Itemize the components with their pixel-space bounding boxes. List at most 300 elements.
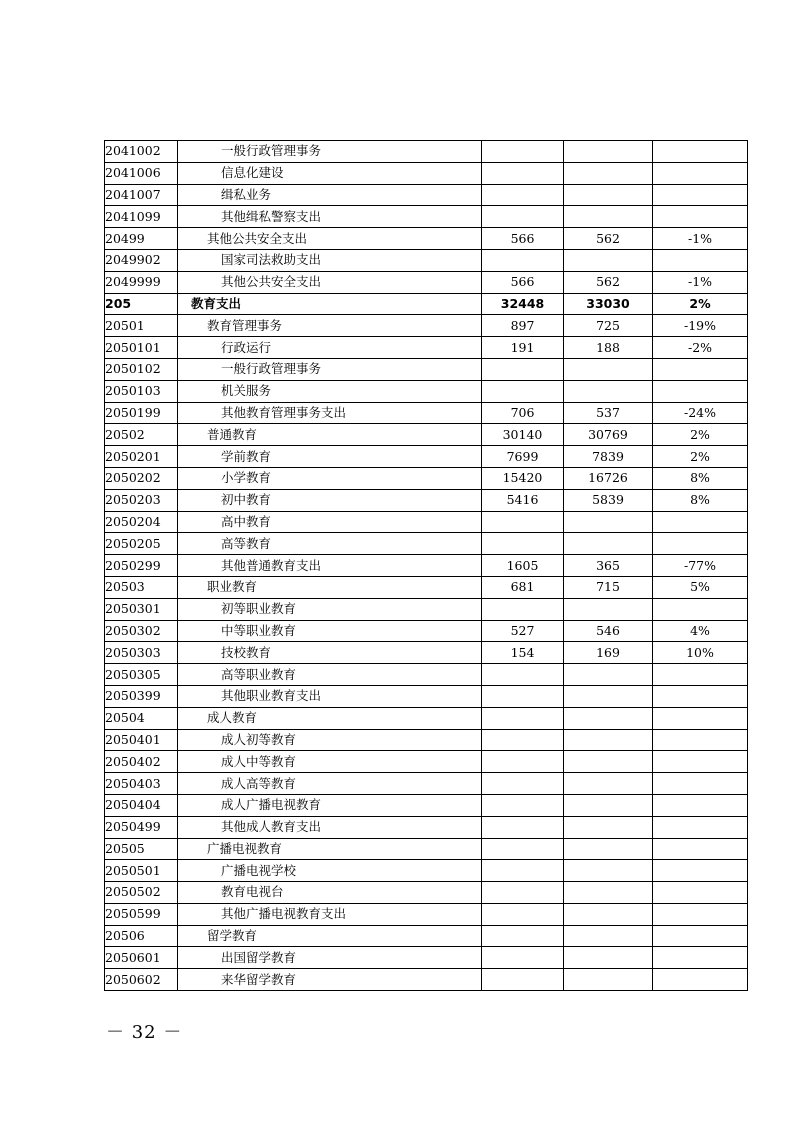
row-code-cell xyxy=(105,141,178,163)
row-code-text: 2050205 xyxy=(105,535,161,551)
row-change-cell xyxy=(653,533,748,555)
row-value-1-text: 897 xyxy=(510,317,535,333)
table-row xyxy=(105,598,748,620)
row-value-1-cell xyxy=(482,206,564,228)
row-code-cell xyxy=(105,228,178,250)
row-value-2-cell xyxy=(564,664,653,686)
row-name-text: 成人教育 xyxy=(207,710,258,726)
row-code-cell xyxy=(105,162,178,184)
row-code-text: 2050599 xyxy=(105,906,161,922)
row-value-2-cell xyxy=(564,794,653,816)
row-name-text: 技校教育 xyxy=(221,644,272,660)
row-name-text: 高等职业教育 xyxy=(221,666,297,682)
row-value-2-cell xyxy=(564,773,653,795)
row-code-text: 20501 xyxy=(105,317,145,333)
row-value-1-cell xyxy=(482,729,564,751)
row-name-cell xyxy=(178,489,482,511)
row-code-text: 20504 xyxy=(105,710,145,726)
row-value-2-text: 562 xyxy=(596,274,620,290)
row-name-cell xyxy=(178,947,482,969)
row-name-cell xyxy=(178,969,482,991)
row-change-cell xyxy=(653,576,748,598)
row-value-1-cell xyxy=(482,293,564,315)
row-value-1-cell xyxy=(482,598,564,620)
row-name-cell xyxy=(178,598,482,620)
row-value-2-text: 365 xyxy=(596,557,620,573)
row-value-1-cell xyxy=(482,424,564,446)
row-name-text: 成人广播电视教育 xyxy=(221,797,322,813)
row-code-cell xyxy=(105,816,178,838)
row-name-cell xyxy=(178,685,482,707)
row-code-cell xyxy=(105,838,178,860)
row-name-cell xyxy=(178,925,482,947)
row-change-text: 2% xyxy=(690,448,710,464)
row-value-2-cell xyxy=(564,555,653,577)
row-name-text: 成人中等教育 xyxy=(221,753,297,769)
row-value-1-cell xyxy=(482,467,564,489)
table-row xyxy=(105,489,748,511)
row-value-1-cell xyxy=(482,620,564,642)
row-change-text: -2% xyxy=(687,339,713,355)
row-name-cell xyxy=(178,620,482,642)
table-row xyxy=(105,162,748,184)
row-code-cell xyxy=(105,489,178,511)
row-change-cell xyxy=(653,598,748,620)
row-change-cell xyxy=(653,794,748,816)
table-row xyxy=(105,337,748,359)
row-name-text: 广播电视学校 xyxy=(221,862,297,878)
row-name-text: 小学教育 xyxy=(221,470,272,486)
row-value-2-cell xyxy=(564,620,653,642)
row-change-text: -1% xyxy=(687,274,713,290)
row-value-2-text: 5839 xyxy=(592,492,624,508)
row-name-cell xyxy=(178,380,482,402)
row-value-2-cell xyxy=(564,249,653,271)
table-row xyxy=(105,860,748,882)
row-change-text: 2% xyxy=(689,295,711,311)
row-name-text: 机关服务 xyxy=(221,383,272,399)
row-change-text: -24% xyxy=(683,404,716,420)
row-code-cell xyxy=(105,751,178,773)
row-name-cell xyxy=(178,707,482,729)
row-code-cell xyxy=(105,707,178,729)
row-value-2-text: 715 xyxy=(596,579,620,595)
row-code-text: 2049999 xyxy=(105,274,161,290)
row-name-text: 初中教育 xyxy=(221,492,272,508)
row-value-1-cell xyxy=(482,271,564,293)
row-value-1-cell xyxy=(482,882,564,904)
row-name-cell xyxy=(178,816,482,838)
row-change-cell xyxy=(653,773,748,795)
table-row xyxy=(105,293,748,315)
table-row xyxy=(105,358,748,380)
row-value-2-cell xyxy=(564,576,653,598)
row-value-2-text: 546 xyxy=(596,622,620,638)
row-name-cell xyxy=(178,162,482,184)
row-value-2-cell xyxy=(564,162,653,184)
budget-table xyxy=(104,140,748,991)
row-change-text: -1% xyxy=(687,230,713,246)
row-code-text: 20503 xyxy=(105,579,145,595)
row-value-2-text: 725 xyxy=(596,317,620,333)
row-code-text: 2050199 xyxy=(105,404,161,420)
row-value-1-cell xyxy=(482,838,564,860)
row-code-text: 2041006 xyxy=(105,165,161,181)
row-change-cell xyxy=(653,380,748,402)
row-code-text: 2050202 xyxy=(105,470,161,486)
row-value-2-cell xyxy=(564,685,653,707)
row-name-cell xyxy=(178,664,482,686)
row-code-cell xyxy=(105,467,178,489)
row-name-cell xyxy=(178,642,482,664)
row-change-cell xyxy=(653,925,748,947)
row-value-2-cell xyxy=(564,729,653,751)
row-code-text: 20505 xyxy=(105,840,145,856)
row-value-2-cell xyxy=(564,337,653,359)
row-code-text: 2050404 xyxy=(105,797,161,813)
row-change-text: -77% xyxy=(683,557,716,573)
row-name-cell xyxy=(178,424,482,446)
row-change-text: 4% xyxy=(690,622,710,638)
row-value-2-cell xyxy=(564,511,653,533)
row-value-1-cell xyxy=(482,337,564,359)
row-value-1-text: 566 xyxy=(510,230,535,246)
table-row xyxy=(105,533,748,555)
row-value-1-text: 191 xyxy=(510,339,535,355)
row-change-cell xyxy=(653,446,748,468)
row-value-1-cell xyxy=(482,489,564,511)
row-code-cell xyxy=(105,925,178,947)
row-change-cell xyxy=(653,315,748,337)
row-value-1-cell xyxy=(482,903,564,925)
table-row xyxy=(105,511,748,533)
row-change-cell xyxy=(653,511,748,533)
row-name-cell xyxy=(178,511,482,533)
row-value-2-cell xyxy=(564,446,653,468)
row-change-cell xyxy=(653,467,748,489)
row-value-2-cell xyxy=(564,642,653,664)
row-change-cell xyxy=(653,969,748,991)
row-code-cell xyxy=(105,315,178,337)
row-name-cell xyxy=(178,206,482,228)
row-name-text: 教育管理事务 xyxy=(207,317,283,333)
row-code-cell xyxy=(105,337,178,359)
row-change-text: -19% xyxy=(683,317,716,333)
row-change-cell xyxy=(653,337,748,359)
row-code-cell xyxy=(105,380,178,402)
row-change-cell xyxy=(653,903,748,925)
row-value-1-cell xyxy=(482,773,564,795)
row-name-text: 其他广播电视教育支出 xyxy=(221,906,347,922)
row-name-cell xyxy=(178,794,482,816)
row-value-1-cell xyxy=(482,707,564,729)
row-value-2-cell xyxy=(564,315,653,337)
row-code-text: 2050401 xyxy=(105,731,161,747)
row-value-2-text: 30769 xyxy=(588,426,628,442)
row-code-cell xyxy=(105,511,178,533)
table-row xyxy=(105,620,748,642)
row-code-text: 2050399 xyxy=(105,688,161,704)
row-value-2-text: 562 xyxy=(596,230,620,246)
row-code-cell xyxy=(105,446,178,468)
row-code-text: 2041002 xyxy=(105,143,161,159)
row-name-cell xyxy=(178,555,482,577)
row-value-2-cell xyxy=(564,598,653,620)
row-code-cell xyxy=(105,794,178,816)
row-name-cell xyxy=(178,903,482,925)
table-row xyxy=(105,947,748,969)
row-change-cell xyxy=(653,162,748,184)
row-code-cell xyxy=(105,773,178,795)
row-value-2-cell xyxy=(564,206,653,228)
row-value-1-cell xyxy=(482,511,564,533)
row-code-text: 2050103 xyxy=(105,383,161,399)
row-value-1-cell xyxy=(482,315,564,337)
row-name-cell xyxy=(178,773,482,795)
row-value-2-cell xyxy=(564,184,653,206)
table-row xyxy=(105,773,748,795)
row-name-cell xyxy=(178,576,482,598)
table-row xyxy=(105,402,748,424)
row-name-text: 国家司法救助支出 xyxy=(221,252,322,268)
row-value-2-cell xyxy=(564,838,653,860)
row-code-text: 2050403 xyxy=(105,775,161,791)
row-name-text: 其他缉私警察支出 xyxy=(221,208,322,224)
table-row xyxy=(105,467,748,489)
row-name-text: 初等职业教育 xyxy=(221,601,297,617)
row-value-1-text: 681 xyxy=(510,579,535,595)
row-code-text: 2050499 xyxy=(105,819,161,835)
row-value-2-cell xyxy=(564,947,653,969)
row-name-cell xyxy=(178,729,482,751)
row-value-1-text: 566 xyxy=(510,274,535,290)
row-change-cell xyxy=(653,816,748,838)
row-name-cell xyxy=(178,293,482,315)
page-number: － 32 － xyxy=(106,1022,183,1043)
row-name-cell xyxy=(178,358,482,380)
row-change-text: 10% xyxy=(686,644,714,660)
row-value-2-cell xyxy=(564,489,653,511)
row-value-2-cell xyxy=(564,707,653,729)
row-code-cell xyxy=(105,642,178,664)
table-row xyxy=(105,816,748,838)
table-row xyxy=(105,228,748,250)
row-value-1-cell xyxy=(482,358,564,380)
row-code-text: 2050303 xyxy=(105,644,161,660)
table-row xyxy=(105,315,748,337)
row-value-1-cell xyxy=(482,947,564,969)
row-code-text: 2050299 xyxy=(105,557,161,573)
row-value-1-text: 32448 xyxy=(500,295,545,311)
table-row xyxy=(105,751,748,773)
row-name-cell xyxy=(178,882,482,904)
row-code-text: 2050601 xyxy=(105,949,161,965)
row-name-text: 行政运行 xyxy=(221,339,272,355)
row-change-cell xyxy=(653,228,748,250)
row-value-2-cell xyxy=(564,402,653,424)
row-change-text: 8% xyxy=(690,492,710,508)
row-value-2-cell xyxy=(564,228,653,250)
row-value-1-text: 706 xyxy=(510,404,535,420)
table-row xyxy=(105,576,748,598)
row-change-cell xyxy=(653,729,748,751)
row-value-2-text: 7839 xyxy=(592,448,624,464)
row-name-cell xyxy=(178,249,482,271)
row-value-2-cell xyxy=(564,969,653,991)
row-code-text: 20506 xyxy=(105,928,145,944)
row-code-cell xyxy=(105,598,178,620)
row-value-1-cell xyxy=(482,794,564,816)
row-code-cell xyxy=(105,947,178,969)
row-code-cell xyxy=(105,249,178,271)
row-name-text: 一般行政管理事务 xyxy=(221,361,322,377)
row-value-1-cell xyxy=(482,642,564,664)
row-code-cell xyxy=(105,555,178,577)
row-name-cell xyxy=(178,228,482,250)
row-code-text: 2050101 xyxy=(105,339,161,355)
row-code-cell xyxy=(105,293,178,315)
row-name-text: 广播电视教育 xyxy=(207,840,283,856)
row-name-text: 学前教育 xyxy=(221,448,272,464)
row-name-cell xyxy=(178,315,482,337)
row-change-cell xyxy=(653,838,748,860)
row-value-2-cell xyxy=(564,141,653,163)
row-code-text: 205 xyxy=(105,295,132,311)
table-row xyxy=(105,206,748,228)
row-value-2-cell xyxy=(564,882,653,904)
row-name-text: 高等教育 xyxy=(221,535,272,551)
row-code-cell xyxy=(105,969,178,991)
row-name-cell xyxy=(178,467,482,489)
row-value-1-text: 527 xyxy=(510,622,535,638)
row-change-cell xyxy=(653,206,748,228)
row-code-cell xyxy=(105,271,178,293)
row-change-cell xyxy=(653,489,748,511)
table-row xyxy=(105,707,748,729)
table-row xyxy=(105,380,748,402)
row-value-1-cell xyxy=(482,555,564,577)
row-change-cell xyxy=(653,293,748,315)
row-code-text: 20499 xyxy=(105,230,145,246)
row-value-1-cell xyxy=(482,228,564,250)
row-value-1-text: 30140 xyxy=(502,426,543,442)
row-name-cell xyxy=(178,337,482,359)
row-value-1-cell xyxy=(482,969,564,991)
row-name-text: 高中教育 xyxy=(221,513,272,529)
row-code-text: 2049902 xyxy=(105,252,161,268)
row-code-cell xyxy=(105,620,178,642)
row-value-2-cell xyxy=(564,358,653,380)
row-code-text: 2050204 xyxy=(105,513,161,529)
row-value-2-cell xyxy=(564,925,653,947)
row-value-2-cell xyxy=(564,467,653,489)
row-name-text: 普通教育 xyxy=(207,426,258,442)
row-change-cell xyxy=(653,707,748,729)
row-value-1-cell xyxy=(482,380,564,402)
row-value-1-cell xyxy=(482,184,564,206)
row-value-1-text: 154 xyxy=(510,644,535,660)
row-name-cell xyxy=(178,751,482,773)
row-change-cell xyxy=(653,249,748,271)
row-name-cell xyxy=(178,184,482,206)
row-name-text: 来华留学教育 xyxy=(221,971,297,987)
row-name-text: 其他普通教育支出 xyxy=(221,557,322,573)
row-value-2-cell xyxy=(564,424,653,446)
row-change-cell xyxy=(653,882,748,904)
row-value-1-text: 1605 xyxy=(506,557,539,573)
row-name-text: 其他成人教育支出 xyxy=(221,819,322,835)
row-code-cell xyxy=(105,184,178,206)
row-change-text: 2% xyxy=(690,426,710,442)
row-code-cell xyxy=(105,576,178,598)
row-value-1-cell xyxy=(482,249,564,271)
row-value-1-text: 7699 xyxy=(506,448,539,464)
row-value-2-cell xyxy=(564,293,653,315)
row-code-text: 2050102 xyxy=(105,361,161,377)
row-value-1-text: 5416 xyxy=(506,492,539,508)
row-code-text: 2050501 xyxy=(105,862,161,878)
row-value-2-cell xyxy=(564,816,653,838)
row-name-text: 其他教育管理事务支出 xyxy=(221,404,347,420)
row-value-2-cell xyxy=(564,380,653,402)
row-value-1-cell xyxy=(482,664,564,686)
table-row xyxy=(105,141,748,163)
row-change-cell xyxy=(653,402,748,424)
row-code-cell xyxy=(105,402,178,424)
row-change-text: 8% xyxy=(690,470,710,486)
row-code-cell xyxy=(105,664,178,686)
row-value-2-cell xyxy=(564,533,653,555)
table-row xyxy=(105,664,748,686)
row-code-cell xyxy=(105,685,178,707)
row-code-text: 2050502 xyxy=(105,884,161,900)
row-name-text: 一般行政管理事务 xyxy=(221,143,322,159)
row-name-text: 中等职业教育 xyxy=(221,622,297,638)
row-code-text: 2050602 xyxy=(105,971,161,987)
table-row xyxy=(105,271,748,293)
row-change-cell xyxy=(653,555,748,577)
row-name-text: 出国留学教育 xyxy=(221,949,297,965)
row-name-text: 教育电视台 xyxy=(221,884,284,900)
row-name-cell xyxy=(178,271,482,293)
row-value-1-cell xyxy=(482,446,564,468)
row-name-cell xyxy=(178,860,482,882)
row-code-cell xyxy=(105,206,178,228)
row-name-text: 成人高等教育 xyxy=(221,775,297,791)
row-value-2-text: 33030 xyxy=(586,295,630,311)
row-value-2-cell xyxy=(564,271,653,293)
row-code-text: 2050302 xyxy=(105,622,161,638)
table-row xyxy=(105,729,748,751)
row-value-2-text: 188 xyxy=(596,339,620,355)
table-row xyxy=(105,925,748,947)
row-name-text: 职业教育 xyxy=(207,579,258,595)
row-change-cell xyxy=(653,271,748,293)
table-row xyxy=(105,249,748,271)
table-row xyxy=(105,794,748,816)
row-code-cell xyxy=(105,860,178,882)
table-body xyxy=(105,141,748,991)
table-row xyxy=(105,903,748,925)
table-row xyxy=(105,424,748,446)
row-name-text: 教育支出 xyxy=(191,295,242,311)
row-code-cell xyxy=(105,424,178,446)
row-value-1-cell xyxy=(482,685,564,707)
row-value-2-text: 169 xyxy=(596,644,620,660)
row-value-1-cell xyxy=(482,925,564,947)
row-change-cell xyxy=(653,642,748,664)
row-value-2-cell xyxy=(564,860,653,882)
